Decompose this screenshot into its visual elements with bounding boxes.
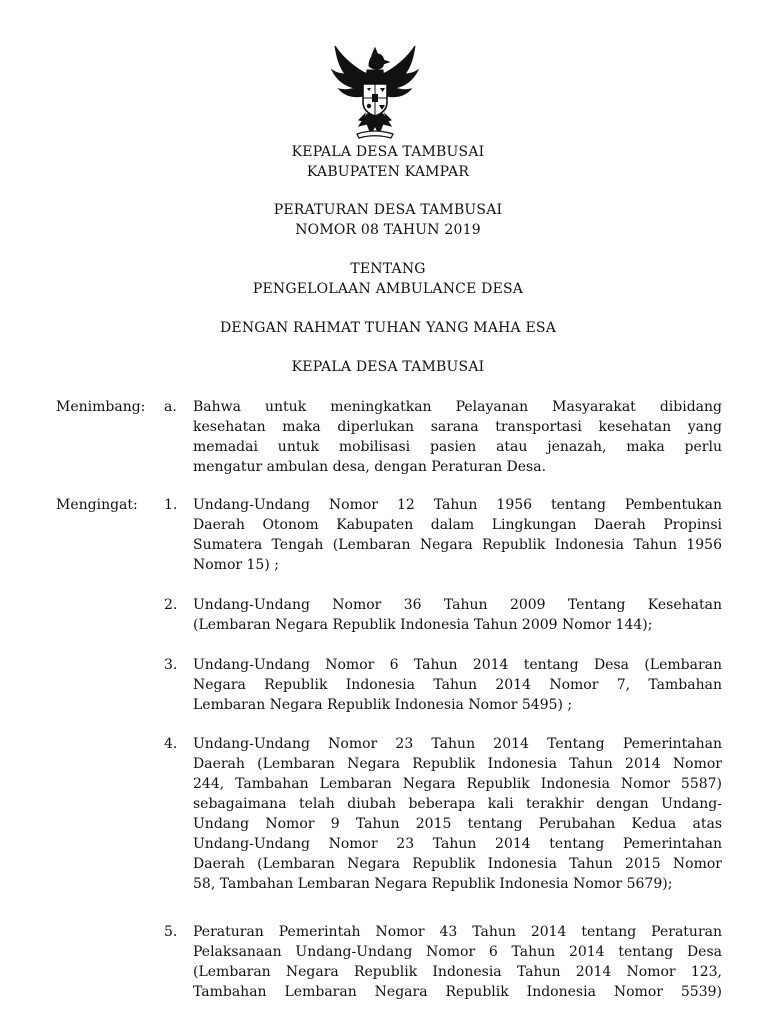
text-line: 244, Tambahan Lembaran Negara Republik Indonesia Nomor 5587)	[193, 776, 722, 792]
mengingat-item-5-marker: 5.	[164, 924, 178, 940]
mengingat-item-5-text	[193, 922, 722, 1002]
text-line: kesehatan maka diperlukan sarana transportasi kesehatan yang	[193, 419, 722, 435]
header-line-4: NOMOR 08 TAHUN 2019	[295, 222, 481, 238]
text-line: memadai untuk mobilisasi pasien atau jenazah, maka perlu	[193, 439, 722, 455]
text-line: Pelaksanaan Undang-Undang Nomor 6 Tahun 2014 tentang Desa	[193, 944, 722, 960]
text-line: 58, Tambahan Lembaran Negara Republik Indonesia Nomor 5679);	[193, 876, 673, 892]
text-line: (Lembaran Negara Republik Indonesia Tahun 2009 Nomor 144);	[193, 617, 653, 633]
mengingat-item-4-text	[193, 734, 722, 894]
menimbang-label: Menimbang:	[56, 399, 146, 415]
text-line: Undang Nomor 9 Tahun 2015 tentang Perubahan Kedua atas	[193, 816, 722, 832]
garuda-emblem	[329, 44, 421, 140]
header-line-2: KABUPATEN KAMPAR	[306, 164, 470, 180]
text-line: Daerah (Lembaran Negara Republik Indonesia Tahun 2015 Nomor	[193, 856, 722, 872]
text-line: sebagaimana telah diubah beberapa kali terakhir dengan Undang-	[193, 796, 722, 812]
mengingat-label: Mengingat:	[56, 497, 138, 513]
text-line: Undang-Undang Nomor 12 Tahun 1956 tentang Pembentukan	[193, 497, 722, 513]
menimbang-text	[193, 397, 722, 477]
mengingat-item-1-marker: 1.	[164, 497, 178, 513]
menimbang-marker: a.	[164, 399, 177, 415]
text-line: Nomor 15) ;	[193, 557, 279, 573]
text-line: mengatur ambulan desa, dengan Peraturan Desa.	[193, 459, 547, 475]
text-line: Tambahan Lembaran Negara Republik Indonesia Nomor 5539)	[193, 984, 722, 1000]
text-line: Daerah (Lembaran Negara Republik Indonesia Tahun 2014 Nomor	[193, 756, 722, 772]
mengingat-item-3-marker: 3.	[164, 657, 178, 673]
text-line: Daerah Otonom Kabupaten dalam Lingkungan Daerah Propinsi	[193, 517, 722, 533]
header-line-1: KEPALA DESA TAMBUSAI	[291, 144, 485, 160]
header-line-3: PERATURAN DESA TAMBUSAI	[273, 202, 503, 218]
text-line: Undang-Undang Nomor 23 Tahun 2014 Tentang Pemerintahan	[193, 736, 722, 752]
text-line: Undang-Undang Nomor 23 Tahun 2014 tentang Pemerintahan	[193, 836, 722, 852]
text-line: (Lembaran Negara Republik Indonesia Tahun 2014 Nomor 123,	[193, 964, 722, 980]
text-line: Bahwa untuk meningkatkan Pelayanan Masyarakat dibidang	[193, 399, 722, 415]
mengingat-item-2-text	[193, 595, 722, 635]
mengingat-item-1-text	[193, 495, 722, 575]
header-line-8: KEPALA DESA TAMBUSAI	[291, 359, 485, 375]
text-line: Lembaran Negara Republik Indonesia Nomor 5495) ;	[193, 697, 573, 713]
text-line: Undang-Undang Nomor 6 Tahun 2014 tentang Desa (Lembaran	[193, 657, 722, 673]
text-line: Peraturan Pemerintah Nomor 43 Tahun 2014 tentang Peraturan	[193, 924, 722, 940]
text-line: Undang-Undang Nomor 36 Tahun 2009 Tentang Kesehatan	[193, 597, 722, 613]
header-line-7: DENGAN RAHMAT TUHAN YANG MAHA ESA	[219, 320, 557, 336]
header-line-5: TENTANG	[350, 261, 426, 277]
text-line: Sumatera Tengah (Lembaran Negara Republik Indonesia Tahun 1956	[193, 537, 722, 553]
mengingat-item-2-marker: 2.	[164, 597, 178, 613]
mengingat-item-4-marker: 4.	[164, 736, 178, 752]
mengingat-item-3-text	[193, 655, 722, 715]
text-line: Negara Republik Indonesia Tahun 2014 Nomor 7, Tambahan	[193, 677, 722, 693]
header-line-6: PENGELOLAAN AMBULANCE DESA	[252, 281, 524, 297]
